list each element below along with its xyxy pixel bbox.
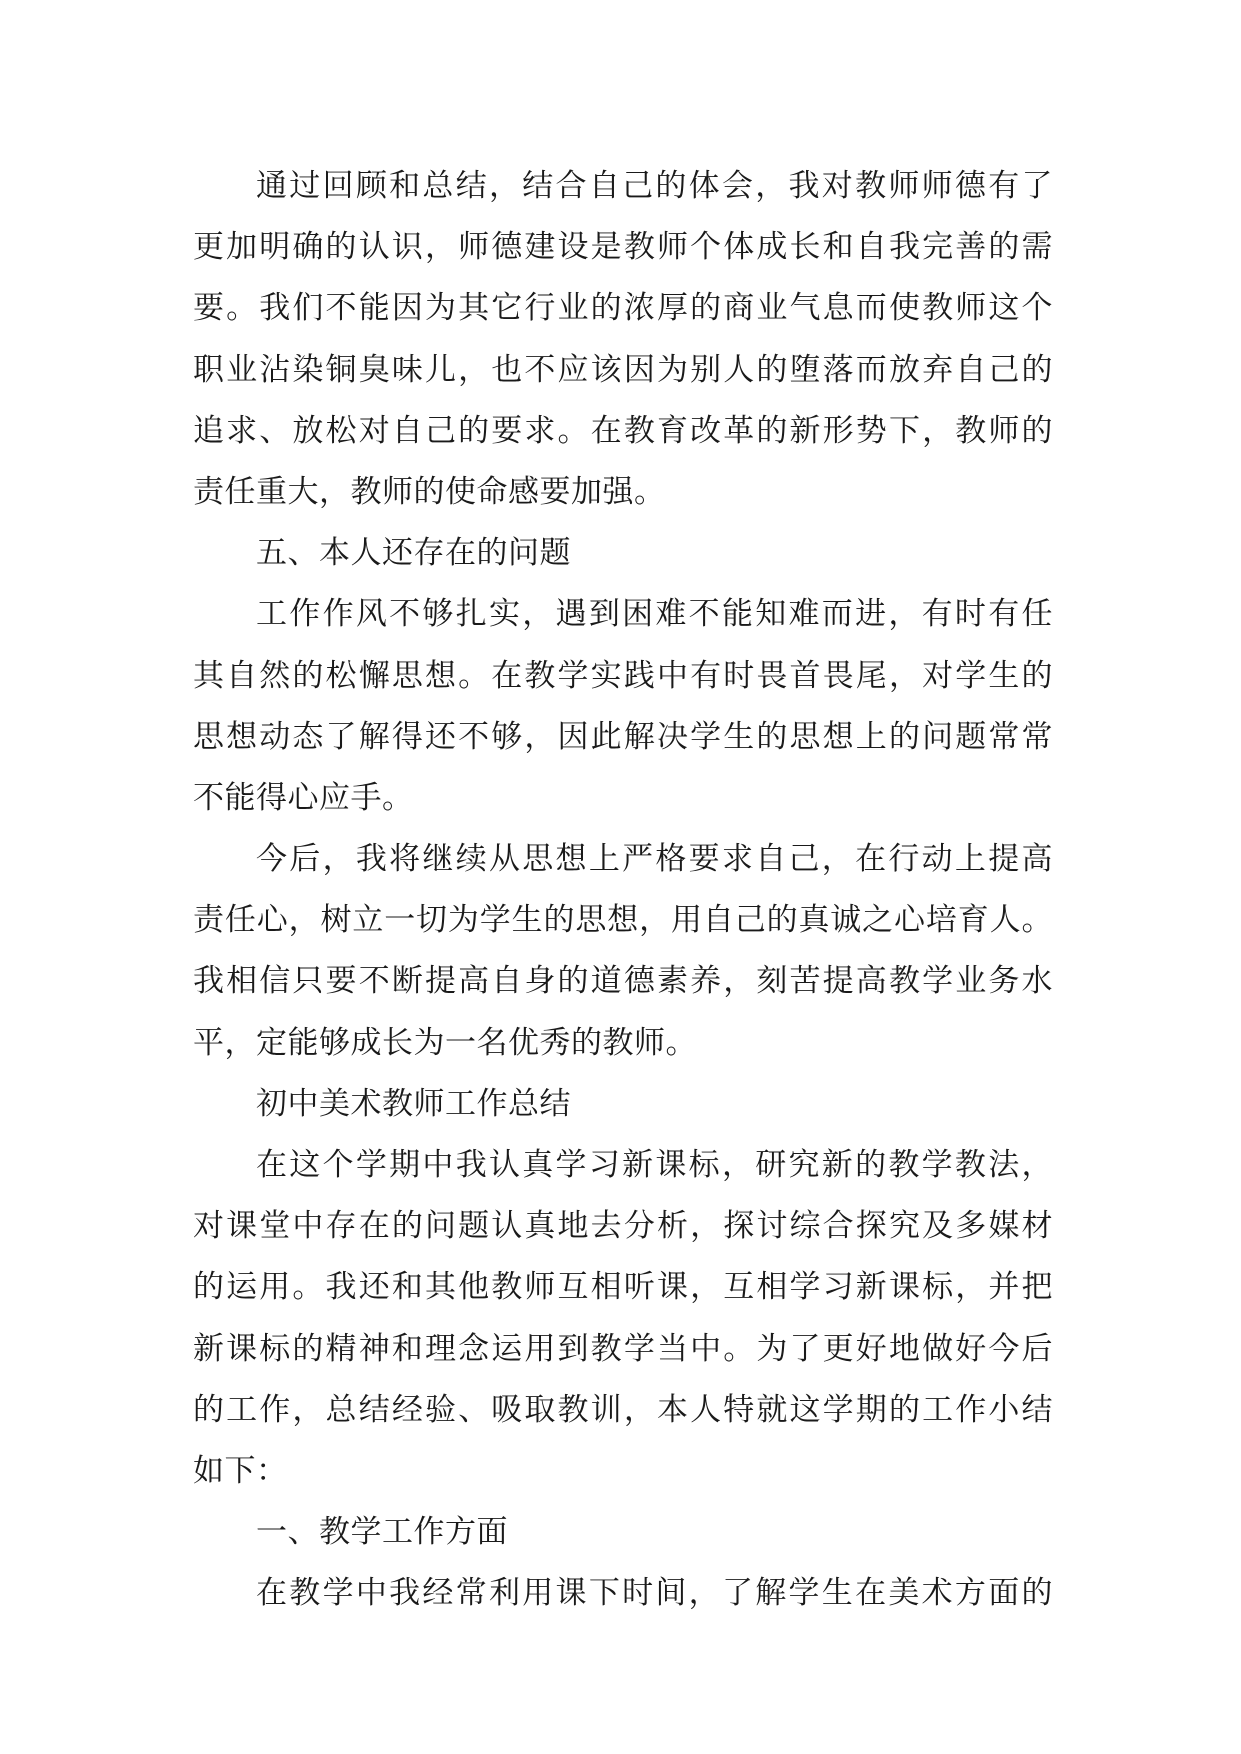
paragraph-line: 新课标的精神和理念运用到教学当中。为了更好地做好今后 — [193, 1330, 1053, 1367]
paragraph-line: 职业沾染铜臭味儿，也不应该因为别人的堕落而放弃自己的 — [193, 351, 1053, 388]
paragraph-line: 通过回顾和总结，结合自己的体会，我对教师师德有了 — [256, 168, 1053, 204]
paragraph-line: 我相信只要不断提高自身的道德素养，刻苦提高教学业务水 — [193, 963, 1053, 1000]
paragraph-line: 的运用。我还和其他教师互相听课，互相学习新课标，并把 — [193, 1269, 1053, 1306]
paragraph-line: 要。我们不能因为其它行业的浓厚的商业气息而使教师这个 — [193, 290, 1053, 327]
paragraph-line: 今后，我将继续从思想上严格要求自己，在行动上提高 — [256, 841, 1053, 878]
paragraph-line: 的工作，总结经验、吸取教训，本人特就这学期的工作小结 — [193, 1391, 1053, 1428]
paragraph-line: 不能得心应手。 — [193, 779, 414, 816]
paragraph-line: 追求、放松对自己的要求。在教育改革的新形势下，教师的 — [193, 412, 1053, 449]
section-heading: 五、本人还存在的问题 — [256, 535, 571, 572]
paragraph-line: 思想动态了解得还不够，因此解决学生的思想上的问题常常 — [193, 718, 1053, 755]
paragraph-line: 其自然的松懈思想。在教学实践中有时畏首畏尾，对学生的 — [193, 657, 1053, 694]
paragraph-line: 工作作风不够扎实，遇到困难不能知难而进，有时有任 — [256, 596, 1053, 633]
paragraph-line: 责任心，树立一切为学生的思想，用自己的真诚之心培育人。 — [193, 902, 1053, 939]
document-body — [193, 156, 1053, 1625]
paragraph-line: 对课堂中存在的问题认真地去分析，探讨综合探究及多媒材 — [193, 1208, 1053, 1245]
document-title: 初中美术教师工作总结 — [256, 1085, 571, 1122]
paragraph-line: 平，定能够成长为一名优秀的教师。 — [193, 1024, 697, 1061]
paragraph-line: 如下： — [193, 1452, 288, 1489]
paragraph-line: 在这个学期中我认真学习新课标，研究新的教学教法， — [256, 1147, 1053, 1183]
section-heading: 一、教学工作方面 — [256, 1514, 508, 1551]
paragraph-line: 责任重大，教师的使命感要加强。 — [193, 473, 666, 510]
paragraph-line: 在教学中我经常利用课下时间，了解学生在美术方面的 — [256, 1575, 1053, 1612]
paragraph-line: 更加明确的认识，师德建设是教师个体成长和自我完善的需 — [193, 229, 1053, 266]
